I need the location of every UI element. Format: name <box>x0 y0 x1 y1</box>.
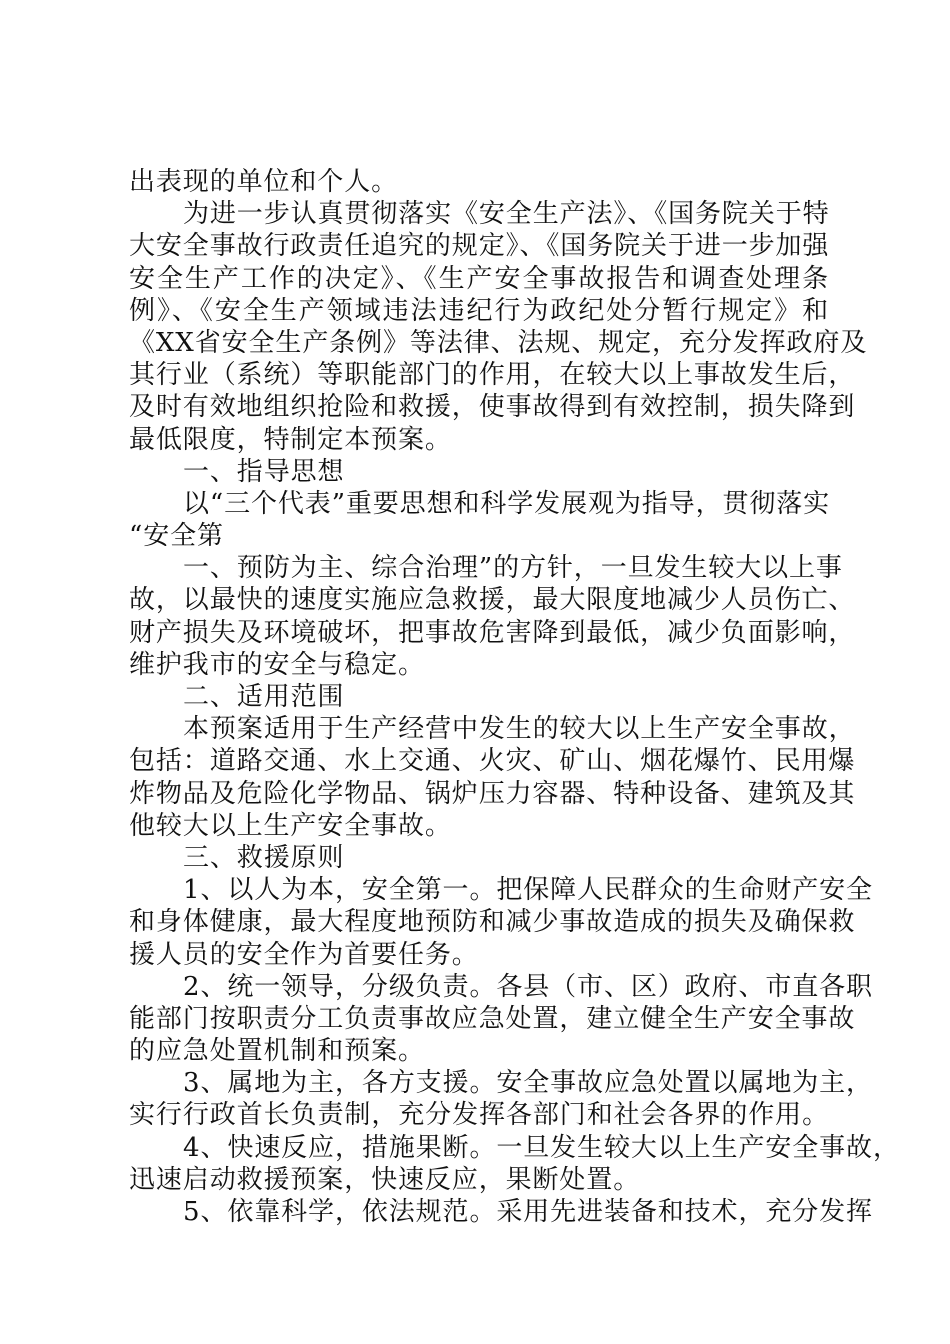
list-item-line: 3、属地为主，各方支援。安全事故应急处置以属地为主， <box>183 1068 873 1099</box>
text-line: 包括：道路交通、水上交通、火灾、矿山、烟花爆竹、民用爆 <box>129 746 856 777</box>
text-line: 财产损失及环境破坏，把事故危害降到最低，减少负面影响， <box>129 617 856 648</box>
section-heading: 二、适用范围 <box>183 682 345 712</box>
text-line: 故，以最快的速度实施应急救援，最大限度地减少人员伤亡、 <box>129 585 856 616</box>
text-line: “安全第 <box>129 521 224 552</box>
list-item-line: 4、快速反应，措施果断。一旦发生较大以上生产安全事故， <box>183 1132 900 1163</box>
text-line: 出表现的单位和个人。 <box>129 167 399 197</box>
text-line: 例》、《安全生产领域违法违纪行为政纪处分暂行规定》和 <box>129 295 829 326</box>
list-item-line: 2、统一领导，分级负责。各县（市、区）政府、市直各职 <box>183 971 873 1002</box>
document-body <box>129 166 900 1228</box>
text-line: 能部门按职责分工负责事故应急处置，建立健全生产安全事故 <box>129 1003 856 1034</box>
text-line: 及时有效地组织抢险和救援，使事故得到有效控制，损失降到 <box>129 392 856 423</box>
text-line: 和身体健康，最大程度地预防和减少事故造成的损失及确保救 <box>129 907 856 938</box>
text-line: 维护我市的安全与稳定。 <box>129 649 425 680</box>
text-line: 其行业（系统）等职能部门的作用，在较大以上事故发生后， <box>129 360 856 391</box>
text-line: 的应急处置机制和预案。 <box>129 1036 425 1067</box>
text-line: 《XX省安全生产条例》等法律、法规、规定，充分发挥政府及 <box>129 327 868 358</box>
list-item-line: 5、依靠科学，依法规范。采用先进装备和技术，充分发挥 <box>183 1197 873 1227</box>
paragraph-line: 以“三个代表”重要思想和科学发展观为指导，贯彻落实 <box>183 488 831 519</box>
section-heading: 三、救援原则 <box>183 842 345 873</box>
text-line: 实行行政首长负责制，充分发挥各部门和社会各界的作用。 <box>129 1100 829 1131</box>
paragraph-line: 本预案适用于生产经营中发生的较大以上生产安全事故， <box>183 714 856 745</box>
text-line: 他较大以上生产安全事故。 <box>129 810 452 841</box>
paragraph-line: 一、预防为主、综合治理”的方针，一旦发生较大以上事 <box>183 553 843 584</box>
paragraph-intro-line: 为进一步认真贯彻落实《安全生产法》、《国务院关于特 <box>183 199 830 230</box>
text-line: 迅速启动救援预案，快速反应，果断处置。 <box>129 1164 641 1195</box>
text-line: 最低限度，特制定本预案。 <box>129 424 452 455</box>
section-heading: 一、指导思想 <box>183 456 345 487</box>
list-item-line: 1、以人为本，安全第一。把保障人民群众的生命财产安全 <box>183 875 873 906</box>
text-line: 炸物品及危险化学物品、锅炉压力容器、特种设备、建筑及其 <box>129 778 856 809</box>
text-line: 援人员的安全作为首要任务。 <box>129 939 479 970</box>
text-line: 大安全事故行政责任追究的规定》、《国务院关于进一步加强 <box>129 231 830 262</box>
text-line: 安全生产工作的决定》、《生产安全事故报告和调查处理条 <box>129 263 829 294</box>
